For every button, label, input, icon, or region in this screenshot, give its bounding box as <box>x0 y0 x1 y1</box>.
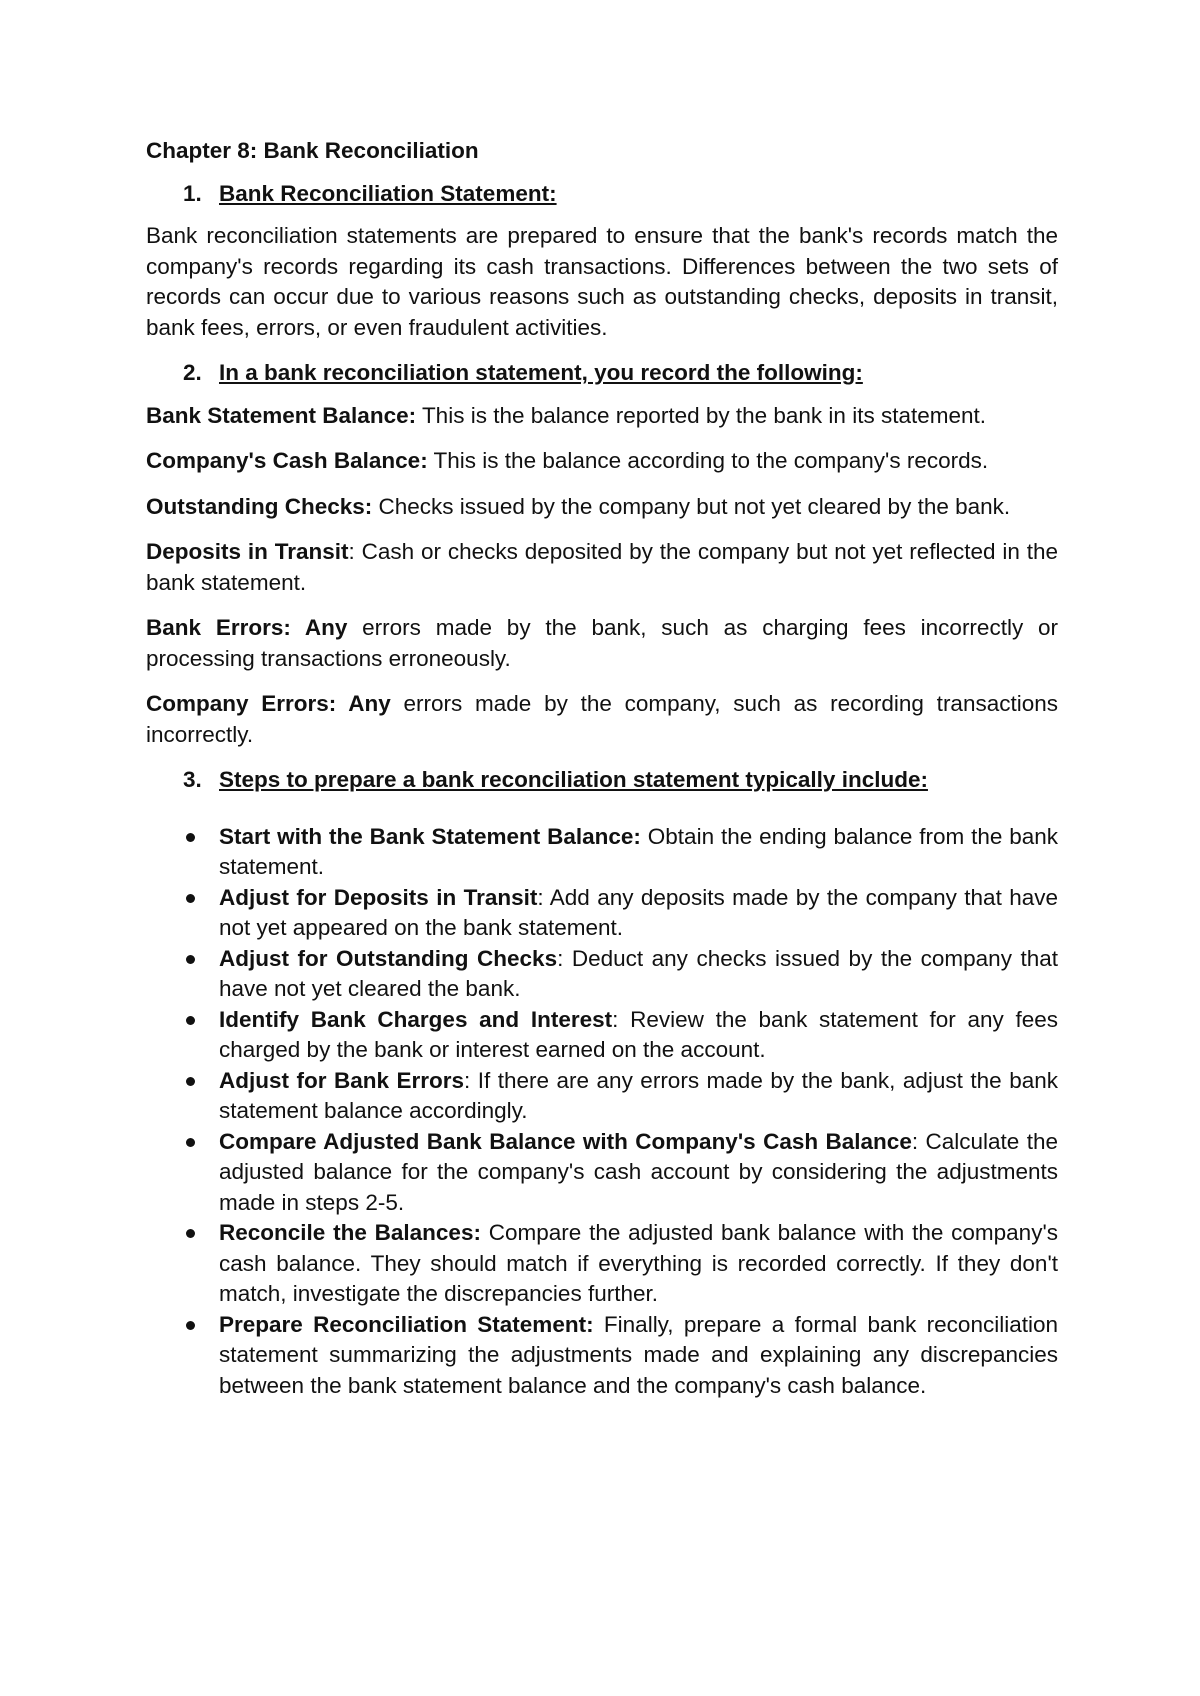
list-item <box>146 1066 1058 1127</box>
step-text <box>219 1127 1058 1219</box>
bullet-icon <box>146 1218 219 1310</box>
section-1-heading <box>146 179 1058 210</box>
section-1-body: Bank reconciliation statements are prepared to ensure that the bank's records match the company's records regarding its cash transactions. Differences between the two sets of records can occur due to various reasons such as outstanding checks, deposits in transit, bank fees, errors, or even fraudulent activities. <box>146 223 1058 340</box>
term-label: Outstanding Checks: <box>146 493 373 519</box>
step-label: Adjust for Outstanding Checks <box>219 945 558 971</box>
step-description: : Deduct any checks issued by the company that have not yet cleared the bank. <box>219 945 1058 1001</box>
bullet-icon <box>146 1127 219 1219</box>
section-2-title: In a bank reconciliation statement, you record the following: <box>219 360 863 385</box>
section-1-title: Bank Reconciliation Statement: <box>219 180 557 206</box>
step-label: Compare Adjusted Bank Balance with Company's Cash Balance <box>219 1128 912 1154</box>
step-text <box>219 1310 1058 1402</box>
document-page <box>146 136 1058 1401</box>
bullet-icon <box>146 1066 219 1127</box>
list-item <box>146 1005 1058 1066</box>
term-description: This is the balance according to the company's records. <box>427 448 989 473</box>
step-description: Obtain the ending balance from the bank statement. <box>219 823 1059 879</box>
term-company-cash-balance <box>146 446 1058 477</box>
list-item <box>146 1310 1058 1402</box>
list-item <box>146 1218 1058 1310</box>
list-item <box>146 822 1058 883</box>
term-label: Company Errors: Any <box>146 691 391 716</box>
step-description: : Review the bank statement for any fees charged by the bank or interest earned on the account. <box>219 1006 1058 1062</box>
term-company-errors <box>146 689 1058 750</box>
section-1-number: 1. <box>183 180 202 206</box>
page-title: Chapter 8: Bank Reconciliation <box>146 138 479 163</box>
step-text <box>219 944 1058 1005</box>
term-deposits-in-transit <box>146 537 1058 598</box>
term-bank-errors <box>146 613 1058 674</box>
step-label: Adjust for Bank Errors <box>219 1067 465 1093</box>
step-label: Reconcile the Balances: <box>219 1220 481 1245</box>
step-text <box>219 1066 1058 1127</box>
list-item <box>146 883 1058 944</box>
term-description: errors made by the company, such as recording transactions incorrectly. <box>146 691 1058 747</box>
term-label: Company's Cash Balance: <box>146 448 428 473</box>
bullet-icon <box>146 822 219 883</box>
section-3-title: Steps to prepare a bank reconciliation statement typically include: <box>219 767 928 792</box>
step-description: : Calculate the adjusted balance for the company's cash account by considering the adjustments made in steps 2-5. <box>219 1128 1058 1215</box>
section-3-heading <box>146 765 1058 796</box>
step-description: : Add any deposits made by the company that have not yet appeared on the bank statement. <box>219 884 1059 940</box>
bullet-icon <box>146 883 219 944</box>
term-description: Checks issued by the company but not yet cleared by the bank. <box>372 493 1011 519</box>
section-3-number: 3. <box>183 767 202 792</box>
section-2-number: 2. <box>183 360 202 385</box>
term-label: Bank Statement Balance: <box>146 402 417 428</box>
term-outstanding-checks <box>146 492 1058 523</box>
step-text <box>219 1005 1058 1066</box>
step-description: Compare the adjusted bank balance with the company's cash balance. They should match if everything is recorded correctly. If they don't match, investigate the discrepancies further. <box>219 1220 1058 1306</box>
term-description: : Cash or checks deposited by the company but not yet reflected in the bank statement. <box>146 539 1058 595</box>
step-description: Finally, prepare a formal bank reconciliation statement summarizing the adjustments made and explaining any discrepancies between the bank statement balance and the company's cash balance. <box>219 1311 1058 1398</box>
step-text <box>219 1218 1058 1310</box>
step-label: Adjust for Deposits in Transit <box>219 884 538 910</box>
term-bank-statement-balance <box>146 401 1058 432</box>
step-label: Identify Bank Charges and Interest <box>219 1006 613 1032</box>
steps-list <box>146 822 1058 1402</box>
term-label: Deposits in Transit <box>146 539 349 564</box>
step-text <box>219 822 1058 883</box>
bullet-icon <box>146 1005 219 1066</box>
list-item <box>146 1127 1058 1219</box>
step-label: Prepare Reconciliation Statement: <box>219 1311 594 1337</box>
step-text <box>219 883 1058 944</box>
term-description: This is the balance reported by the bank in its statement. <box>416 402 986 428</box>
term-description: errors made by the bank, such as charging fees incorrectly or processing transactions erroneously. <box>146 615 1059 671</box>
term-label: Bank Errors: Any <box>146 615 348 640</box>
bullet-icon <box>146 944 219 1005</box>
section-2-heading <box>146 358 1058 389</box>
bullet-icon <box>146 1310 219 1402</box>
step-label: Start with the Bank Statement Balance: <box>219 823 641 849</box>
list-item <box>146 944 1058 1005</box>
step-description: : If there are any errors made by the bank, adjust the bank statement balance accordingly. <box>219 1067 1058 1123</box>
